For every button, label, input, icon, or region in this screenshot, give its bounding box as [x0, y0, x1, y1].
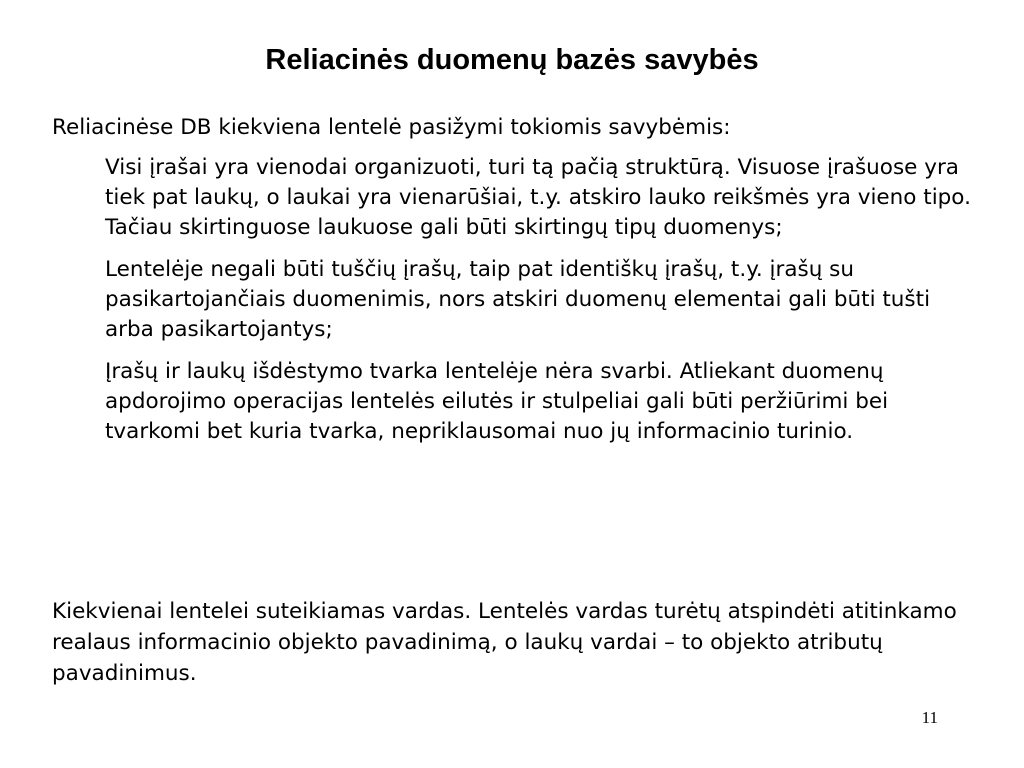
- closing-text: Kiekvienai lentelei suteikiamas vardas. Lentelės vardas turėtų atspindėti atitinkamo realaus informacinio objekto pavadinimą, o laukų vardai – to objekto atributų pavadinimus.: [52, 599, 957, 686]
- slide-title: Reliacinės duomenų bazės savybės: [265, 44, 759, 76]
- properties-list: [105, 153, 985, 459]
- intro-text: Reliacinėse DB kiekviena lentelė pasižymi tokiomis savybėmis:: [52, 115, 731, 140]
- page-number: 11: [921, 708, 938, 727]
- list-item: Lentelėje negali būti tuščių įrašų, taip pat identiškų įrašų, t.y. įrašų su pasikartojančiais duomenimis, nors atskiri duomenų elementai gali būti tušti arba pasikartojantys;: [105, 257, 931, 342]
- list-item: Įrašų ir laukų išdėstymo tvarka lentelėje nėra svarbi. Atliekant duomenų apdorojimo operacijas lentelės eilutės ir stulpeliai gali būti peržiūrimi bei tvarkomi bet kuria tvarka, nepriklausomai nuo jų informacinio turinio.: [105, 359, 889, 444]
- list-item: Visi įrašai yra vienodai organizuoti, turi tą pačią struktūrą. Visuose įrašuose yra tiek pat laukų, o laukai yra vienarūšiai, t.y. atskiro lauko reikšmės yra vieno tipo. Tačiau skirtinguose laukuose gali būti skirtingų tipų duomenys;: [105, 155, 971, 240]
